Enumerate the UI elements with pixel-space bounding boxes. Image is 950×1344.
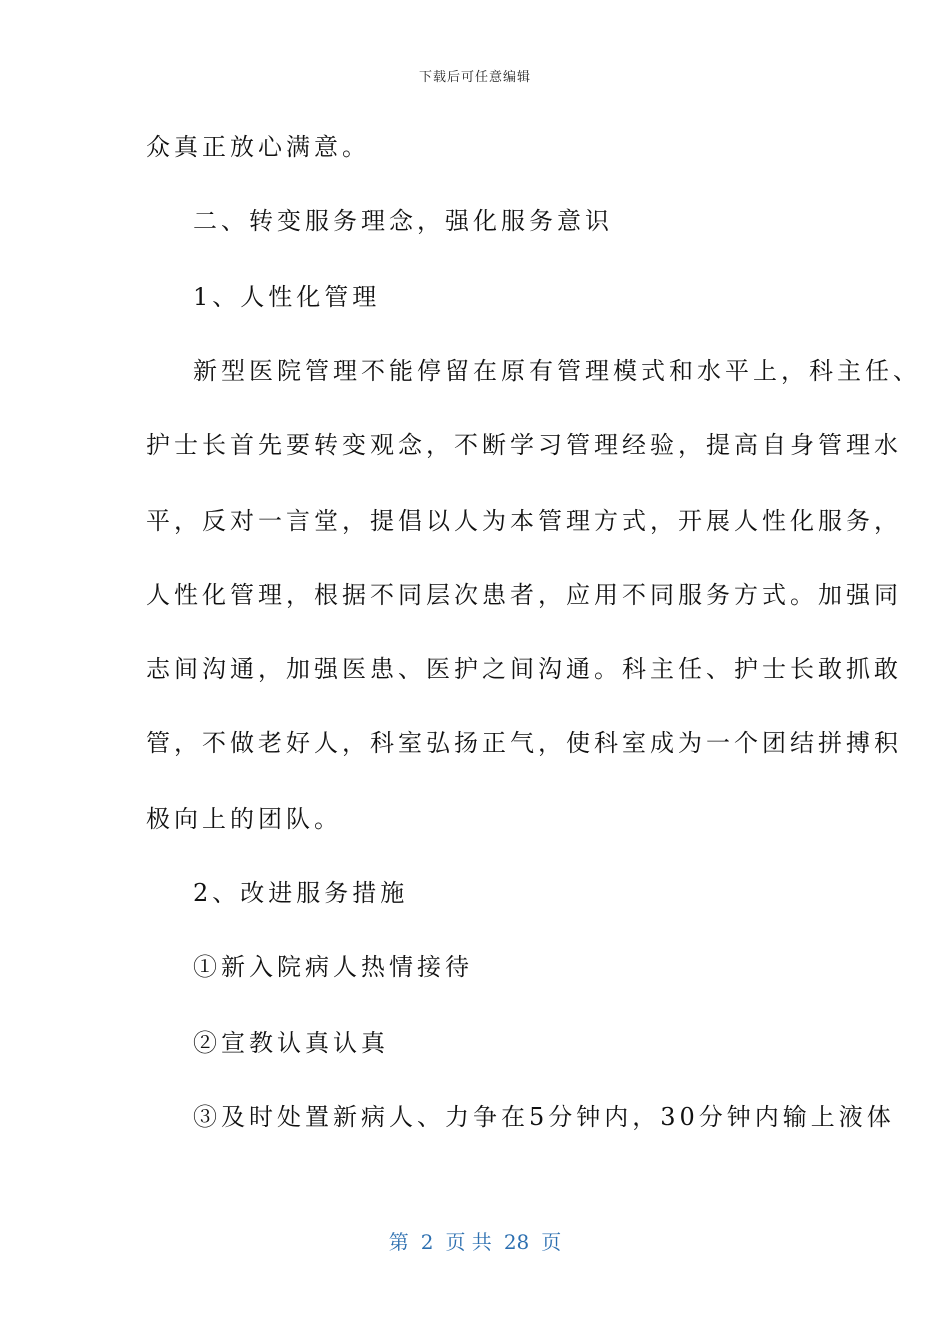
paragraph-line: 管，不做老好人，科室弘扬正气，使科室成为一个团结拼搏积 <box>146 729 902 757</box>
paragraph-line: 众真正放心满意。 <box>146 133 370 161</box>
paragraph-line: 人性化管理，根据不同层次患者，应用不同服务方式。加强同 <box>146 581 902 609</box>
paragraph-line: 新型医院管理不能停留在原有管理模式和水平上，科主任、 <box>193 357 921 385</box>
list-item: ①新入院病人热情接待 <box>193 953 473 981</box>
current-page-number: 2 <box>420 1230 434 1254</box>
section-heading: 二、转变服务理念，强化服务意识 <box>193 207 613 235</box>
paragraph-line: 志间沟通，加强医患、医护之间沟通。科主任、护士长敢抓敢 <box>146 655 902 683</box>
page-header: 下载后可任意编辑 <box>418 70 531 85</box>
paragraph-line: 护士长首先要转变观念，不断学习管理经验，提高自身管理水 <box>146 431 902 459</box>
footer-mid: 页 共 <box>445 1230 492 1254</box>
list-item: ②宣教认真认真 <box>193 1029 389 1057</box>
page-footer <box>0 1226 950 1255</box>
total-page-count: 28 <box>503 1230 530 1254</box>
subsection-heading: 2、改进服务措施 <box>193 879 409 907</box>
paragraph-line: 平，反对一言堂，提倡以人为本管理方式，开展人性化服务， <box>146 507 902 535</box>
footer-suffix: 页 <box>541 1230 562 1254</box>
subsection-heading: 1、人性化管理 <box>193 283 381 311</box>
paragraph-line: 极向上的团队。 <box>146 805 342 833</box>
list-item: ③及时处置新病人、力争在5分钟内，30分钟内输上液体 <box>193 1103 895 1131</box>
footer-prefix: 第 <box>388 1230 409 1254</box>
